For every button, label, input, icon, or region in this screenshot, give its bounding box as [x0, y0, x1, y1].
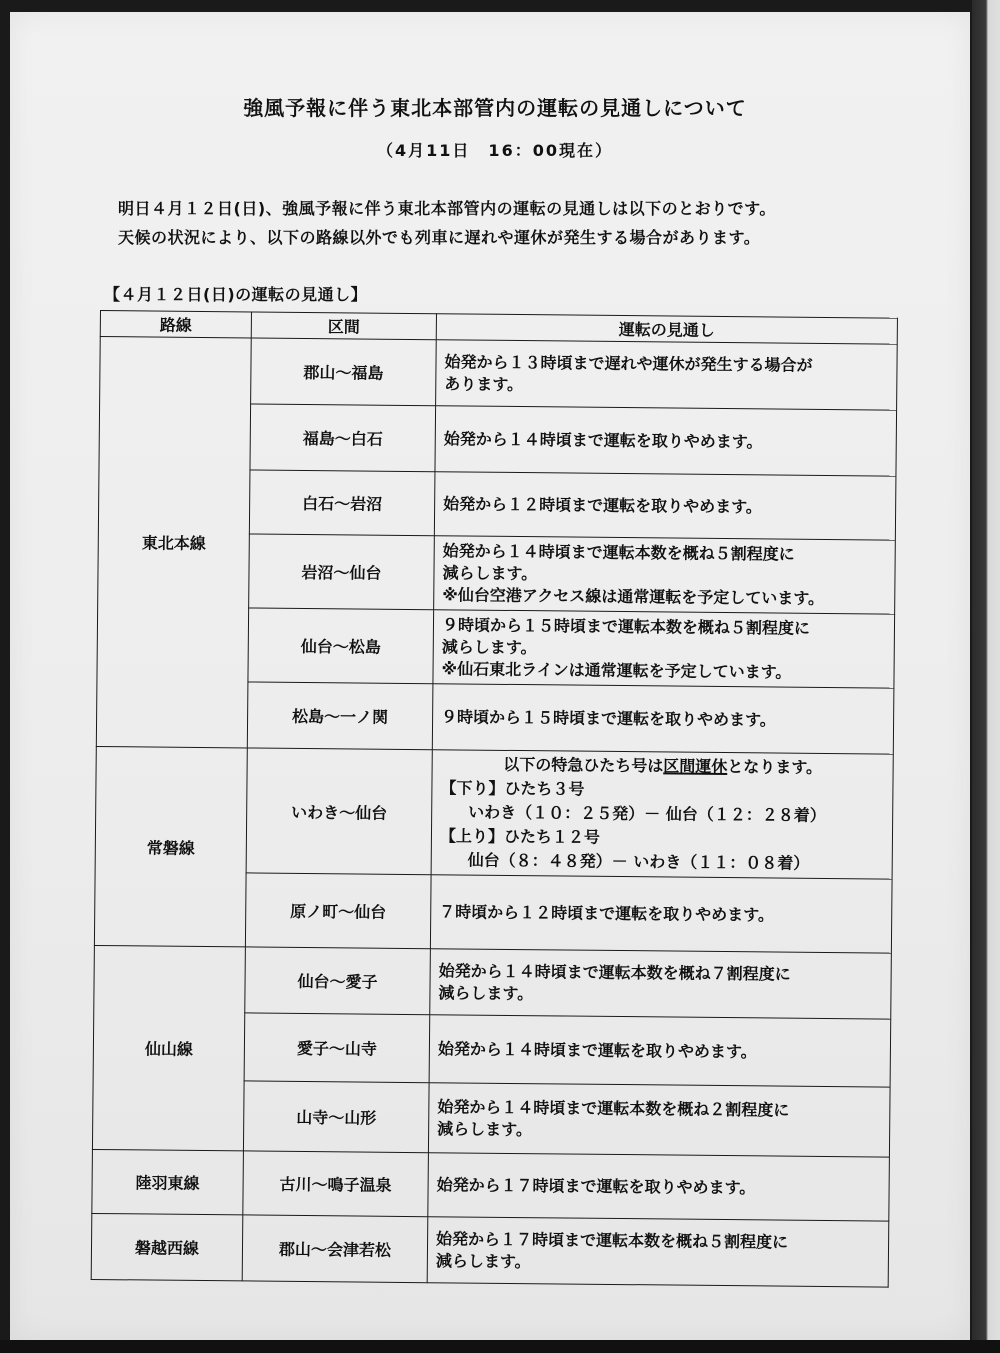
- monitor-bezel: [0, 1340, 1000, 1353]
- outlook-line: 始発から１４時頃まで運転本数を概ね２割程度に: [437, 1096, 790, 1120]
- operation-outlook-table: [91, 310, 898, 1288]
- outlook-line: 始発から１４時頃まで運転本数を概ね５割程度に: [442, 540, 795, 564]
- outlook-line: ※仙石東北ラインは通常運転を予定しています。: [441, 658, 792, 682]
- section-cell: 原ノ町～仙台: [245, 873, 431, 949]
- outlook-line: 始発から１７時頃まで運転を取りやめます。: [436, 1174, 756, 1197]
- hitachi-intro-text: 以下の特急ひたち号は: [503, 754, 664, 776]
- outlook-line: 始発から１４時頃まで運転本数を概ね７割程度に: [438, 960, 791, 984]
- page-title: 強風予報に伴う東北本部管内の運転の見通しについて: [243, 96, 747, 120]
- section-cell: 仙台～愛子: [245, 947, 431, 1015]
- outlook-line: 始発から１２時頃まで運転を取りやめます。: [443, 493, 762, 516]
- line-name-banetsu-west: 磐越西線: [91, 1213, 243, 1280]
- section-cell: 仙台～松島: [248, 608, 434, 684]
- table-row: [94, 945, 892, 1019]
- section-cell: 山寺～山形: [243, 1081, 429, 1153]
- as-of-timestamp: （4月11日 16：00現在）: [377, 141, 613, 160]
- outlook-line: 始発から１３時頃まで遅れや運休が発生する場合が: [444, 351, 813, 375]
- outlook-line: 減らします。: [437, 1118, 532, 1139]
- section-cell: 郡山～福島: [251, 338, 437, 406]
- section-cell: いわき～仙台: [246, 748, 432, 875]
- table-row: [91, 1213, 889, 1287]
- adjacent-monitor-edge: [972, 0, 1000, 1353]
- outlook-line: ９時頃から１５時頃まで運転を取りやめます。: [441, 706, 776, 730]
- outlook-line: 減らします。: [438, 982, 534, 1003]
- outlook-cell: [427, 1217, 889, 1287]
- header-outlook: 運転の見通し: [436, 314, 897, 344]
- section-cell: 白石～岩沼: [249, 470, 435, 536]
- partial-suspension-emphasis: 区間運休: [663, 756, 728, 777]
- up-train-label: 【上り】ひたち１２号: [439, 826, 601, 847]
- section-cell: 古川～鳴子温泉: [243, 1151, 429, 1217]
- outlook-line: あります。: [444, 373, 524, 394]
- line-name-tohoku: 東北本線: [96, 337, 251, 748]
- outlook-cell: [433, 610, 895, 688]
- outlook-cell: [435, 406, 897, 476]
- outlook-line: 始発から１７時頃まで運転本数を概ね５割程度に: [436, 1228, 789, 1252]
- outlook-line: 減らします。: [442, 562, 538, 583]
- intro-line: 天候の状況により、以下の路線以外でも列車に遅れや運休が発生する場合があります。: [118, 228, 761, 247]
- section-cell: 岩沼～仙台: [249, 534, 435, 610]
- intro-text: [118, 194, 918, 252]
- header-section: 区間: [251, 312, 436, 340]
- outlook-cell: [436, 340, 898, 410]
- section-cell: 愛子～山寺: [244, 1013, 430, 1083]
- line-name-senzan: 仙山線: [92, 945, 245, 1150]
- outlook-line: ９時頃から１５時頃まで運転本数を概ね５割程度に: [441, 614, 811, 638]
- outlook-cell: [428, 1083, 890, 1157]
- table-row: [92, 1149, 890, 1221]
- outlook-line: 始発から１４時頃まで運転を取りやめます。: [443, 428, 763, 451]
- section-cell: 松島～一ノ関: [247, 682, 433, 750]
- up-train-detail: 仙台（８：４８発）－ いわき（１１：０８着）: [467, 850, 810, 873]
- outlook-cell: [434, 536, 896, 614]
- outlook-line: ７時頃から１２時頃まで運転を取りやめます。: [439, 901, 775, 924]
- table-row: [100, 337, 898, 411]
- table-row: [95, 746, 893, 879]
- line-name-joban: 常磐線: [94, 746, 247, 946]
- down-train-detail: いわき（１０：２５発）－ 仙台（１２：２８着）: [468, 802, 826, 825]
- section-cell: 郡山～会津若松: [242, 1215, 428, 1283]
- down-train-label: 【下り】ひたち３号: [440, 778, 585, 799]
- hitachi-intro-text: となります。: [727, 757, 823, 777]
- intro-line: 明日４月１２日(日)、強風予報に伴う東北本部管内の運転の見通しは以下のとおりです。: [118, 199, 776, 218]
- outlook-line: ※仙台空港アクセス線は通常運転を予定しています。: [442, 584, 825, 608]
- outlook-cell: [430, 949, 892, 1019]
- outlook-line: 始発から１４時頃まで運転を取りやめます。: [437, 1038, 757, 1061]
- header-line: 路線: [100, 311, 251, 338]
- outlook-cell: [434, 472, 896, 540]
- outlook-cell: [430, 875, 892, 953]
- outlook-cell: [431, 750, 893, 879]
- section-cell: 福島～白石: [250, 404, 436, 472]
- outlook-cell: [432, 684, 894, 754]
- outlook-cell: [428, 1153, 890, 1221]
- outlook-line: 減らします。: [441, 636, 537, 657]
- outlook-line: 減らします。: [435, 1250, 531, 1271]
- line-name-rikuu-east: 陸羽東線: [92, 1149, 244, 1214]
- outlook-cell: [429, 1015, 891, 1087]
- table-heading: 【４月１２日(日)の運転の見通し】: [104, 285, 368, 304]
